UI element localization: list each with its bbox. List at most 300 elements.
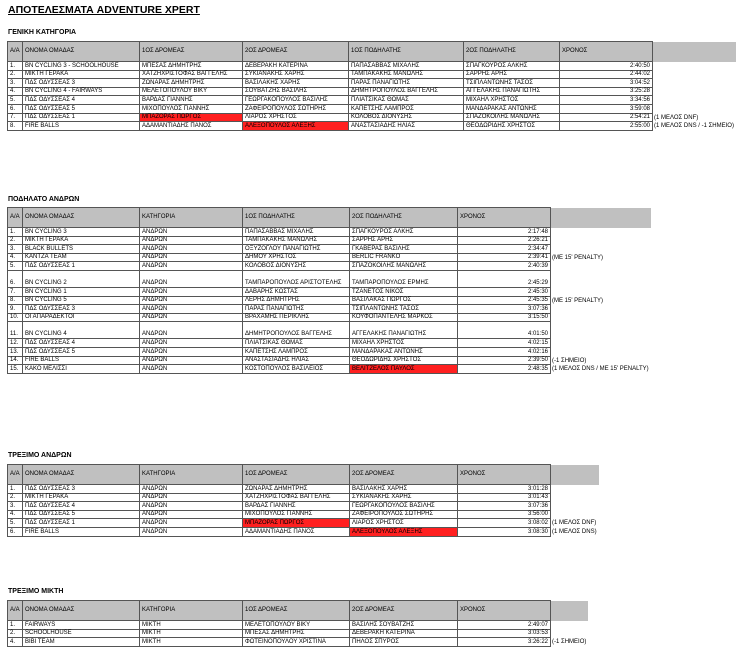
table-row	[8, 122, 736, 131]
table-cell: ΛΙΑΡΟΣ ΧΡΗΣΤΟΣ	[243, 113, 349, 122]
table-cell: ΤΣΙΠΛΑΝΤΩΝΗΣ ΤΑΣΟΣ	[464, 79, 560, 88]
column-header: ΟΝΟΜΑ ΟΜΑΔΑΣ	[23, 42, 140, 62]
table-cell: ΠΔΣ ΟΔΥΣΣΕΑΣ 3	[23, 305, 140, 314]
row-note	[551, 236, 651, 245]
table-cell: ΣΠΑΖΟΚΟΙΛΗΣ ΜΑΝΩΛΗΣ	[464, 113, 560, 122]
column-header: ΟΝΟΜΑ ΟΜΑΔΑΣ	[23, 601, 140, 621]
table-cell: 4.	[8, 87, 23, 96]
time-cell: 2:55:00	[560, 122, 653, 131]
table-cell: ΠΔΣ ΟΔΥΣΣΕΑΣ 4	[23, 339, 140, 348]
table-cell: ΠΔΣ ΟΔΥΣΣΕΑΣ 4	[23, 502, 140, 511]
column-header: 2ΟΣ ΔΡΟΜΕΑΣ	[350, 601, 458, 621]
time-cell: 2:39:50	[458, 356, 551, 365]
table-cell: ΑΝΔΡΩΝ	[140, 527, 243, 536]
note-spacer	[551, 465, 599, 485]
table-row	[8, 79, 736, 88]
time-cell: 2:40:50	[560, 62, 653, 71]
time-cell: 3:15:50	[458, 313, 551, 322]
table-cell: ΒΑΣΙΛΑΚΗΣ ΧΑΡΗΣ	[243, 79, 349, 88]
table-cell: ΑΛΕΞΟΠΟΥΛΟΣ ΑΛΕΞΗΣ	[350, 527, 458, 536]
table-cell: FAIRWAYS	[23, 621, 140, 630]
row-note: (-1 ΣΗΜΕΙΟ)	[552, 639, 587, 646]
time-cell: 3:03:53	[458, 629, 551, 638]
table-cell: ΑΝΔΡΩΝ	[140, 519, 243, 528]
table-cell: ΓΕΩΡΓΑΚΟΠΟΥΛΟΣ ΒΑΣΙΛΗΣ	[350, 502, 458, 511]
row-note	[551, 262, 651, 271]
table-cell: ΜΙΚΤΗ	[140, 638, 243, 647]
time-cell: 3:04:52	[560, 79, 653, 88]
table-cell: ΜΠΑΖΟΡΑΣ ΠΩΡΓΟΣ	[140, 113, 243, 122]
table-cell: ΑΝΔΡΩΝ	[140, 493, 243, 502]
table-cell: ΒΡΑΧΑΜΗΣ ΠΕΡΙΚΛΗΣ	[243, 313, 350, 322]
table-row	[8, 621, 589, 630]
table-cell: ΛΕΡΗΣ ΔΗΜΗΤΡΗΣ	[243, 296, 350, 305]
note-spacer	[653, 42, 736, 62]
table-cell: 2.	[8, 629, 23, 638]
table-cell: 10.	[8, 313, 23, 322]
time-cell: 3:01:28	[458, 485, 551, 494]
table-row	[8, 262, 651, 271]
table-cell: ΠΑΡΑΣ ΠΑΝΑΓΙΩΤΗΣ	[243, 305, 350, 314]
section-title: ΠΟΔΗΛΑΤΟ ΑΝΔΡΩΝ	[8, 196, 80, 203]
time-cell: 3:56:00	[458, 510, 551, 519]
column-header: 2ΟΣ ΠΟΔΗΛΑΤΗΣ	[350, 208, 458, 228]
table-cell: ΑΛΕΞΟΠΟΥΛΟΣ ΑΛΕΞΗΣ	[243, 122, 349, 131]
time-cell: 2:40:39	[458, 262, 551, 271]
table-cell: FIRE BALLS	[23, 122, 140, 131]
column-header: Α/Α	[8, 208, 23, 228]
table-cell: ΤΑΜΠΑΡΟΠΟΥΛΟΣ ΕΡΜΗΣ	[350, 270, 458, 287]
table-cell: ΑΝΔΡΩΝ	[140, 296, 243, 305]
table-cell: ΑΝΔΡΩΝ	[140, 253, 243, 262]
table-cell: ΜΠΕΣΑΣ ΔΗΜΗΤΡΗΣ	[140, 62, 243, 71]
table-cell: BN CYCLING 3	[23, 228, 140, 237]
table-cell: ΜΙΧΟΠΟΥΛΟΣ ΓΙΑΝΝΗΣ	[140, 104, 243, 113]
table-cell: 1.	[8, 485, 23, 494]
table-cell: ΑΝΔΡΩΝ	[140, 228, 243, 237]
table-cell: ΑΝΔΡΩΝ	[140, 339, 243, 348]
table-cell: 5.	[8, 96, 23, 105]
table-cell: ΜΑΝΔΑΡΑΚΑΣ ΑΝΤΩΝΗΣ	[350, 347, 458, 356]
table-cell: ΑΝΔΡΩΝ	[140, 245, 243, 254]
note-spacer	[551, 601, 589, 621]
table-cell: ΔΗΜΗΤΡΟΠΟΥΛΟΣ ΒΑΓΓΕΛΗΣ	[349, 87, 464, 96]
table-row	[8, 287, 651, 296]
table-cell: BN CYCLING 4 - FAIRWAYS	[23, 87, 140, 96]
table-cell: BIBI TEAM	[23, 638, 140, 647]
table-cell: 2.	[8, 70, 23, 79]
table-cell: ΚΑΠΕΤΣΗΣ ΛΑΜΠΡΟΣ	[349, 104, 464, 113]
table-cell: 2.	[8, 493, 23, 502]
table-cell: 15.	[8, 365, 23, 374]
table-row	[8, 104, 736, 113]
table-cell: ΒΕΛΙΤΖΕΛΟΣ ΠΑΥΛΟΣ	[350, 365, 458, 374]
table-cell: ΠΛΙΑΤΣΙΚΑΣ ΘΩΜΑΣ	[349, 96, 464, 105]
table-cell: ΑΝΔΡΩΝ	[140, 322, 243, 339]
row-note	[551, 305, 651, 314]
table-row	[8, 510, 599, 519]
table-row	[8, 629, 589, 638]
table-cell: ΤΣΙΠΛΑΝΤΩΝΗΣ ΤΑΣΟΣ	[350, 305, 458, 314]
table-cell: ΣΠΑΖΟΚΟΙΛΗΣ ΜΑΝΩΛΗΣ	[350, 262, 458, 271]
table-row	[8, 313, 651, 322]
time-cell: 4:01:50	[458, 322, 551, 339]
table-header-row	[8, 42, 736, 62]
column-header: ΧΡΟΝΟΣ	[458, 465, 551, 485]
table-cell: ΑΝΔΡΩΝ	[140, 313, 243, 322]
table-cell: ΜΕΛΕΤΟΠΟΥΛΟΥ ΒΙΚΥ	[243, 621, 350, 630]
table-row	[8, 493, 599, 502]
time-cell: 2:34:47	[458, 245, 551, 254]
column-header: ΟΝΟΜΑ ΟΜΑΔΑΣ	[23, 465, 140, 485]
table-cell: 7.	[8, 287, 23, 296]
table-cell: ΤΑΜΠΑΚΑΚΗΣ ΜΑΝΩΛΗΣ	[243, 236, 350, 245]
table-cell: ΠΔΣ ΟΔΥΣΣΕΑΣ 3	[23, 79, 140, 88]
table-row	[8, 296, 651, 305]
table-cell: 5.	[8, 262, 23, 271]
results-table	[7, 464, 599, 537]
table-cell: ΜΙΧΑΗΛ ΧΡΗΣΤΟΣ	[350, 339, 458, 348]
table-cell: ΖΑΦΕΙΡΟΠΟΥΛΟΣ ΣΩΤΗΡΗΣ	[350, 510, 458, 519]
table-cell: ΚΑΝΤΖΑ TEAM	[23, 253, 140, 262]
table-row	[8, 527, 599, 536]
time-cell: 3:25:28	[560, 87, 653, 96]
row-note	[551, 621, 589, 630]
table-cell: ΓΕΩΡΓΑΚΟΠΟΥΛΟΣ ΒΑΣΙΛΗΣ	[243, 96, 349, 105]
table-header-row	[8, 465, 599, 485]
table-row	[8, 87, 736, 96]
table-cell: 8.	[8, 122, 23, 131]
row-note: (1 ΜΕΛΟΣ DNF)	[552, 520, 597, 527]
table-cell: ΜΕΛΕΤΟΠΟΥΛΟΥ ΒΙΚΥ	[140, 87, 243, 96]
table-cell: ΚΑΠΕΤΣΗΣ ΛΑΜΠΡΟΣ	[243, 347, 350, 356]
table-cell: ΣΠΑΓΚΟΥΡΟΣ ΑΛΚΗΣ	[464, 62, 560, 71]
row-note	[551, 485, 599, 494]
table-cell: 3.	[8, 502, 23, 511]
table-cell: 6.	[8, 104, 23, 113]
table-cell: ΚΟΣΤΟΠΟΥΛΟΣ ΒΑΣΙΛΕΙΟΣ	[243, 365, 350, 374]
row-note	[551, 510, 599, 519]
row-note: (1 ΜΕΛΟΣ DNF)	[654, 114, 699, 121]
column-header: ΚΑΤΗΓΟΡΙΑ	[140, 601, 243, 621]
table-cell: 3.	[8, 245, 23, 254]
table-row	[8, 638, 589, 647]
row-note	[551, 502, 599, 511]
time-cell: 4:02:15	[458, 339, 551, 348]
row-note: (1 ΜΕΛΟΣ DNS / ΜΕ 15' PENALTY)	[552, 366, 649, 373]
table-row	[8, 62, 736, 71]
column-header: Α/Α	[8, 601, 23, 621]
column-header: Α/Α	[8, 42, 23, 62]
column-header: ΧΡΟΝΟΣ	[560, 42, 653, 62]
table-row	[8, 113, 736, 122]
table-cell: BN CYCLING 2	[23, 270, 140, 287]
table-row	[8, 270, 651, 287]
results-table	[7, 41, 736, 131]
note-spacer	[551, 208, 651, 228]
table-cell: ΔΕΒΕΡΑΚΗ ΚΑΤΕΡΙΝΑ	[350, 629, 458, 638]
row-note	[551, 245, 651, 254]
table-cell: 5.	[8, 519, 23, 528]
table-cell: ΑΝΔΡΩΝ	[140, 365, 243, 374]
time-cell: 3:26:22	[458, 638, 551, 647]
row-note	[653, 70, 736, 79]
table-cell: ΟΙ ΑΠΑΡΑΔΕΚΤΟΙ	[23, 313, 140, 322]
table-header-row	[8, 601, 589, 621]
table-cell: ΑΔΑΜΑΝΤΙΑΔΗΣ ΠΑΝΟΣ	[140, 122, 243, 131]
table-cell: ΑΝΔΡΩΝ	[140, 236, 243, 245]
table-cell: ΠΛΙΑΤΣΙΚΑΣ ΘΩΜΑΣ	[243, 339, 350, 348]
table-cell: ΜΙΚΤΗ	[140, 621, 243, 630]
table-cell: ΒΑΡΔΑΣ ΓΙΑΝΝΗΣ	[140, 96, 243, 105]
time-cell: 2:26:21	[458, 236, 551, 245]
row-note	[551, 322, 651, 339]
table-cell: ΖΩΝΑΡΑΣ ΔΗΜΗΤΡΗΣ	[243, 485, 350, 494]
table-cell: 1.	[8, 228, 23, 237]
time-cell: 2:45:30	[458, 287, 551, 296]
table-cell: ΤΑΜΠΑΚΑΚΗΣ ΜΑΝΩΛΗΣ	[349, 70, 464, 79]
table-cell: ΜΠΑΖΟΡΑΣ ΠΩΡΓΟΣ	[243, 519, 350, 528]
row-note	[551, 270, 651, 287]
table-cell: ΜΙΚΤΗ	[140, 629, 243, 638]
table-cell: ΜΠΕΣΑΣ ΔΗΜΗΤΡΗΣ	[243, 629, 350, 638]
table-cell: ΟΞΥΖΟΓΛΟΥ ΠΑΝΑΓΙΩΤΗΣ	[243, 245, 350, 254]
table-cell: ΦΩΤΕΙΝΟΠΟΥΛΟΥ ΧΡΙΣΤΙΝΑ	[243, 638, 350, 647]
table-cell: ΠΑΡΑΣ ΠΑΝΑΓΙΩΤΗΣ	[349, 79, 464, 88]
table-cell: BLACK BULLETS	[23, 245, 140, 254]
table-cell: ΠΔΣ ΟΔΥΣΣΕΑΣ 1	[23, 113, 140, 122]
section-title: ΓΕΝΙΚΗ ΚΑΤΗΓΟΡΙΑ	[8, 29, 77, 36]
time-cell: 4:02:16	[458, 347, 551, 356]
table-row	[8, 70, 736, 79]
row-note: (ΜΕ 15' PENALTY)	[552, 254, 604, 261]
time-cell: 3:34:56	[560, 96, 653, 105]
column-header: ΚΑΤΗΓΟΡΙΑ	[140, 208, 243, 228]
table-cell: ΣΑΡΡΗΣ ΑΡΗΣ	[464, 70, 560, 79]
row-note	[653, 96, 736, 105]
column-header: ΧΡΟΝΟΣ	[458, 601, 551, 621]
column-header: 1ΟΣ ΔΡΟΜΕΑΣ	[243, 465, 350, 485]
table-row	[8, 236, 651, 245]
table-cell: ΓΚΑΒΕΡΑΣ ΒΑΣΙΛΗΣ	[350, 245, 458, 254]
table-cell: ΑΝΑΣΤΑΣΙΑΔΗΣ ΗΛΙΑΣ	[349, 122, 464, 131]
table-cell: 7.	[8, 113, 23, 122]
table-cell: ΑΝΔΡΩΝ	[140, 485, 243, 494]
table-cell: ΧΑΤΖΗΧΡΙΣΤΟΦΑΣ ΒΑΓΓΕΛΗΣ	[140, 70, 243, 79]
table-cell: SCHOOLHOUSE	[23, 629, 140, 638]
table-row	[8, 502, 599, 511]
table-row	[8, 96, 736, 105]
table-cell: ΠΔΣ ΟΔΥΣΣΕΑΣ 4	[23, 96, 140, 105]
time-cell: 2:45:29	[458, 270, 551, 287]
table-cell: ΚΟΥΦΟΠΑΝΤΕΛΗΣ ΜΑΡΚΟΣ	[350, 313, 458, 322]
column-header: Α/Α	[8, 465, 23, 485]
time-cell: 2:17:48	[458, 228, 551, 237]
table-cell: ΒΑΣΙΛΑΚΑΣ ΠΩΡΓΟΣ	[350, 296, 458, 305]
time-cell: 3:59:08	[560, 104, 653, 113]
time-cell: 2:54:21	[560, 113, 653, 122]
table-cell: 2.	[8, 236, 23, 245]
table-cell: ΧΑΤΖΗΧΡΙΣΤΟΦΑΣ ΒΑΓΓΕΛΗΣ	[243, 493, 350, 502]
table-cell: 1.	[8, 621, 23, 630]
column-header: 2ΟΣ ΔΡΟΜΕΑΣ	[243, 42, 349, 62]
time-cell: 3:08:30	[458, 527, 551, 536]
table-cell: 8.	[8, 296, 23, 305]
time-cell: 2:39:41	[458, 253, 551, 262]
table-cell: ΜΙΚΤΗ ΓΕΡΑΚΑ	[23, 493, 140, 502]
row-note: (1 ΜΕΛΟΣ DNS / -1 ΣΗΜΕΙΟ)	[654, 123, 734, 130]
table-row	[8, 253, 651, 262]
row-note: (1 ΜΕΛΟΣ DNS)	[552, 529, 597, 536]
time-cell: 2:44:02	[560, 70, 653, 79]
row-note	[653, 104, 736, 113]
table-row	[8, 228, 651, 237]
table-cell: ΑΓΓΕΛΑΚΗΣ ΠΑΝΑΓΙΩΤΗΣ	[350, 322, 458, 339]
table-cell: ΑΝΔΡΩΝ	[140, 305, 243, 314]
row-note	[551, 287, 651, 296]
table-cell: 4.	[8, 510, 23, 519]
time-cell: 3:07:36	[458, 305, 551, 314]
table-cell: BN CYCLING 1	[23, 287, 140, 296]
table-cell: ΖΩΝΑΡΑΣ ΔΗΜΗΤΡΗΣ	[140, 79, 243, 88]
row-note	[551, 339, 651, 348]
table-cell: ΠΗΛΟΣ ΣΠΥΡΟΣ	[350, 638, 458, 647]
table-cell: ΜΙΧΑΗΛ ΧΡΗΣΤΟΣ	[464, 96, 560, 105]
table-cell: ΑΔΑΜΑΝΤΙΑΔΗΣ ΠΑΝΟΣ	[243, 527, 350, 536]
table-cell: ΑΝΔΡΩΝ	[140, 262, 243, 271]
table-cell: 9.	[8, 305, 23, 314]
table-row	[8, 365, 651, 374]
column-header: 1ΟΣ ΠΟΔΗΛΑΤΗΣ	[349, 42, 464, 62]
table-cell: ΜΑΝΔΑΡΑΚΑΣ ΑΝΤΩΝΗΣ	[464, 104, 560, 113]
table-cell: ΜΙΧΟΠΟΥΛΟΣ ΓΙΑΝΝΗΣ	[243, 510, 350, 519]
table-cell: 6.	[8, 527, 23, 536]
table-cell: 12.	[8, 339, 23, 348]
time-cell: 3:01:43	[458, 493, 551, 502]
table-row	[8, 322, 651, 339]
table-cell: ΑΝΔΡΩΝ	[140, 510, 243, 519]
table-cell: ΑΝΔΡΩΝ	[140, 347, 243, 356]
table-cell: ΒΑΡΔΑΣ ΓΙΑΝΝΗΣ	[243, 502, 350, 511]
table-row	[8, 347, 651, 356]
table-header-row	[8, 208, 651, 228]
time-cell: 2:48:35	[458, 365, 551, 374]
table-cell: 6.	[8, 270, 23, 287]
row-note	[653, 87, 736, 96]
table-cell: ΘΕΟΔΩΡΙΔΗΣ ΧΡΗΣΤΟΣ	[350, 356, 458, 365]
table-cell: FIRE BALLS	[23, 356, 140, 365]
table-cell: ΜΙΚΤΗ ΓΕΡΑΚΑ	[23, 70, 140, 79]
table-cell: ΑΝΔΡΩΝ	[140, 502, 243, 511]
table-cell: ΒΑΣΙΛΗΣ ΣΟΥΒΑΤΖΗΣ	[350, 621, 458, 630]
table-cell: ΔΗΜΗΤΡΟΠΟΥΛΟΣ ΒΑΓΓΕΛΗΣ	[243, 322, 350, 339]
table-cell: 14.	[8, 356, 23, 365]
table-cell: 3.	[8, 79, 23, 88]
table-cell: ΔΕΒΕΡΑΚΗ ΚΑΤΕΡΙΝΑ	[243, 62, 349, 71]
table-cell: ΛΙΑΡΟΣ ΧΡΗΣΤΟΣ	[350, 519, 458, 528]
table-cell: ΠΔΣ ΟΔΥΣΣΕΑΣ 5	[23, 104, 140, 113]
table-cell: ΑΓΓΕΛΑΚΗΣ ΠΑΝΑΓΙΩΤΗΣ	[464, 87, 560, 96]
column-header: ΚΑΤΗΓΟΡΙΑ	[140, 465, 243, 485]
table-cell: ΑΝΔΡΩΝ	[140, 287, 243, 296]
table-row	[8, 339, 651, 348]
table-cell: ΑΝΑΣΤΑΣΙΑΔΗΣ ΗΛΙΑΣ	[243, 356, 350, 365]
column-header: ΟΝΟΜΑ ΟΜΑΔΑΣ	[23, 208, 140, 228]
table-cell: ΠΑΠΑΣΑΒΒΑΣ ΜΙΧΑΛΗΣ	[349, 62, 464, 71]
table-cell: BN CYCLING 3 - SCHOOLHOUSE	[23, 62, 140, 71]
column-header: 1ΟΣ ΔΡΟΜΕΑΣ	[140, 42, 243, 62]
column-header: 1ΟΣ ΠΟΔΗΛΑΤΗΣ	[243, 208, 350, 228]
table-cell: ΚΟΛΟΒΟΣ ΔΙΟΝΥΣΗΣ	[243, 262, 350, 271]
table-row	[8, 305, 651, 314]
row-note	[551, 629, 589, 638]
table-cell: ΤΑΜΠΑΡΟΠΟΥΛΟΣ ΑΡΙΣΤΟΤΕΛΗΣ	[243, 270, 350, 287]
table-cell: ΣΥΚΙΑΝΑΚΗΣ ΧΑΡΗΣ	[350, 493, 458, 502]
table-cell: 4.	[8, 253, 23, 262]
row-note: (ΜΕ 15' PENALTY)	[552, 297, 604, 304]
row-note: (-1 ΣΗΜΕΙΟ)	[552, 357, 587, 364]
time-cell: 3:08:02	[458, 519, 551, 528]
table-cell: ΚΟΛΟΒΟΣ ΔΙΟΝΥΣΗΣ	[349, 113, 464, 122]
table-cell: ΑΝΔΡΩΝ	[140, 356, 243, 365]
table-cell: BN CYCLING 5	[23, 296, 140, 305]
time-cell: 2:49:07	[458, 621, 551, 630]
row-note	[653, 79, 736, 88]
table-cell: ΠΔΣ ΟΔΥΣΣΕΑΣ 1	[23, 519, 140, 528]
table-cell: ΣΠΑΓΚΟΥΡΟΣ ΑΛΚΗΣ	[350, 228, 458, 237]
table-cell: ΚΑΚΟ ΜΕΛΙΣΣΙ	[23, 365, 140, 374]
table-cell: 1.	[8, 62, 23, 71]
table-cell: ΣΥΚΙΑΝΑΚΗΣ ΧΑΡΗΣ	[243, 70, 349, 79]
table-row	[8, 245, 651, 254]
table-cell: 4.	[8, 638, 23, 647]
table-cell: 11.	[8, 322, 23, 339]
table-cell: ΠΔΣ ΟΔΥΣΣΕΑΣ 1	[23, 262, 140, 271]
results-table	[7, 207, 651, 374]
results-table	[7, 600, 589, 647]
table-cell: FIRE BALLS	[23, 527, 140, 536]
section-title: ΤΡΕΞΙΜΟ ΑΝΔΡΩΝ	[8, 452, 72, 459]
row-note	[551, 313, 651, 322]
table-row	[8, 356, 651, 365]
table-cell: ΔΗΜΟΥ ΧΡΗΣΤΟΣ	[243, 253, 350, 262]
page-title: ΑΠΟΤΕΛΕΣΜΑΤΑ ADVENTURE XPERT	[8, 4, 200, 16]
time-cell: 3:07:36	[458, 502, 551, 511]
row-note	[551, 493, 599, 502]
column-header: 2ΟΣ ΔΡΟΜΕΑΣ	[350, 465, 458, 485]
row-note	[551, 347, 651, 356]
table-cell: ΔΑΒΑΡΗΣ ΚΩΣΤΑΣ	[243, 287, 350, 296]
table-cell: ΠΔΣ ΟΔΥΣΣΕΑΣ 3	[23, 485, 140, 494]
time-cell: 2:45:35	[458, 296, 551, 305]
table-row	[8, 519, 599, 528]
table-cell: ΤΖΑΝΕΤΟΣ ΝΙΚΟΣ	[350, 287, 458, 296]
table-row	[8, 485, 599, 494]
table-cell: ΜΙΚΤΗ ΓΕΡΑΚΑ	[23, 236, 140, 245]
table-cell: ΣΟΥΒΑΤΖΗΣ ΒΑΣΙΛΗΣ	[243, 87, 349, 96]
section-title: ΤΡΕΞΙΜΟ ΜΙΚΤΗ	[8, 588, 64, 595]
table-cell: BN CYCLING 4	[23, 322, 140, 339]
column-header: 1ΟΣ ΔΡΟΜΕΑΣ	[243, 601, 350, 621]
table-cell: 13.	[8, 347, 23, 356]
table-cell: ΑΝΔΡΩΝ	[140, 270, 243, 287]
table-cell: ΠΑΠΑΣΑΒΒΑΣ ΜΙΧΑΛΗΣ	[243, 228, 350, 237]
column-header: ΧΡΟΝΟΣ	[458, 208, 551, 228]
table-cell: ΣΑΡΡΗΣ ΑΡΗΣ	[350, 236, 458, 245]
table-cell: BERLIC FRANKO	[350, 253, 458, 262]
table-cell: ΠΔΣ ΟΔΥΣΣΕΑΣ 5	[23, 510, 140, 519]
row-note	[653, 62, 736, 71]
